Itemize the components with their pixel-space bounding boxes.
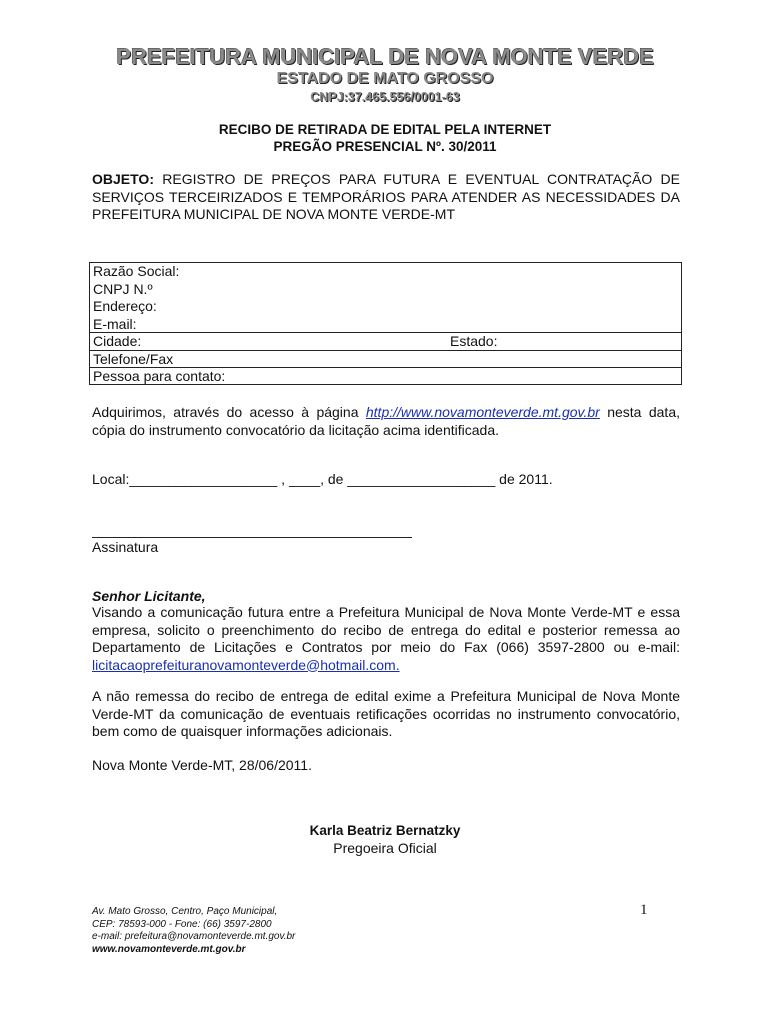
objeto-label: OBJETO: <box>92 171 154 187</box>
signature-line <box>92 537 412 538</box>
objeto-text: REGISTRO DE PREÇOS PARA FUTURA E EVENTUAL CONTRATAÇÃO DE SERVIÇOS TERCEIRIZADOS E TEMPORÁRIOS PARA ATENDER AS NECESSIDADES DA PREFEITURA MUNICIPAL DE NOVA MONTE VERDE-MT <box>92 171 680 222</box>
website-link[interactable]: http://www.novamonteverde.mt.gov.br <box>365 404 600 420</box>
form-label-razao: Razão Social: <box>93 263 180 279</box>
remessa-paragraph: A não remessa do recibo de entrega de edital exime a Prefeitura Municipal de Nova Monte Verde-MT da comunicação de eventuais retificações ocorridas no instrumento convocatório, bem como de quaisquer informações adicionais. <box>92 688 680 739</box>
header-state: ESTADO DE MATO GROSSO <box>276 70 494 87</box>
form-label-cnpj: CNPJ N.º <box>93 280 153 297</box>
footer-email: e-mail: prefeitura@novamonteverde.mt.gov.br <box>92 931 296 942</box>
form-row-endereco <box>90 298 681 316</box>
page-number: 1 <box>640 902 648 918</box>
footer-cep: CEP: 78593-000 - Fone: (66) 3597-2800 <box>92 918 272 930</box>
form-row-razao <box>90 263 681 281</box>
document-title: RECIBO DE RETIRADA DE EDITAL PELA INTERNET <box>218 122 552 137</box>
form-row-cnpj <box>90 281 681 299</box>
form-row-contato <box>90 368 681 386</box>
form-label-contato: Pessoa para contato: <box>93 368 226 384</box>
footer-address: Av. Mato Grosso, Centro, Paço Municipal, <box>92 906 278 917</box>
document-subtitle: PREGÃO PRESENCIAL Nº. 30/2011 <box>273 139 497 154</box>
form-label-estado: Estado: <box>450 333 498 349</box>
footer-address-block <box>92 906 295 956</box>
form-label-cidade: Cidade: <box>93 333 142 349</box>
header-municipality: PREFEITURA MUNICIPAL DE NOVA MONTE VERDE <box>116 44 654 69</box>
signer-role: Pregoeira Oficial <box>333 840 437 856</box>
signature-label: Assinatura <box>92 539 159 555</box>
form-row-email <box>90 316 681 334</box>
form-label-endereco: Endereço: <box>93 298 157 314</box>
contact-email-link[interactable]: licitacaoprefeituranovamonteverde@hotmail.com. <box>92 656 400 673</box>
place-date: Nova Monte Verde-MT, 28/06/2011. <box>92 757 312 773</box>
form-row-cidade <box>90 333 681 351</box>
form-label-email: E-mail: <box>93 315 137 332</box>
local-date-line: Local:___________________ , ____, de ___________________ de 2011. <box>92 471 553 487</box>
signer-name: Karla Beatriz Bernatzky <box>309 823 461 838</box>
company-form-box <box>89 262 682 385</box>
notice-text: Visando a comunicação futura entre a Prefeitura Municipal de Nova Monte Verde-MT e essa empresa, solicito o preenchimento do recibo de entrega do edital e posterior remessa ao Departamento de Licitações e Contratos por meio do Fax (066) 3597-2800 ou e-mail: <box>92 604 680 655</box>
objeto-paragraph <box>92 171 680 224</box>
acquire-text-before: Adquirimos, através do acesso à página <box>92 404 366 420</box>
form-row-telefone <box>90 351 681 369</box>
header-cnpj: CNPJ:37.465.556/0001-63 <box>310 90 460 104</box>
acquire-text-after: nesta data, cópia do instrumento convocatório da licitação acima identificada. <box>92 404 680 438</box>
salutation: Senhor Licitante, <box>92 588 206 604</box>
form-label-telefone: Telefone/Fax <box>93 350 174 367</box>
notice-paragraph <box>92 604 680 674</box>
footer-website: www.novamonteverde.mt.gov.br <box>92 943 246 955</box>
acquire-paragraph <box>92 404 680 439</box>
